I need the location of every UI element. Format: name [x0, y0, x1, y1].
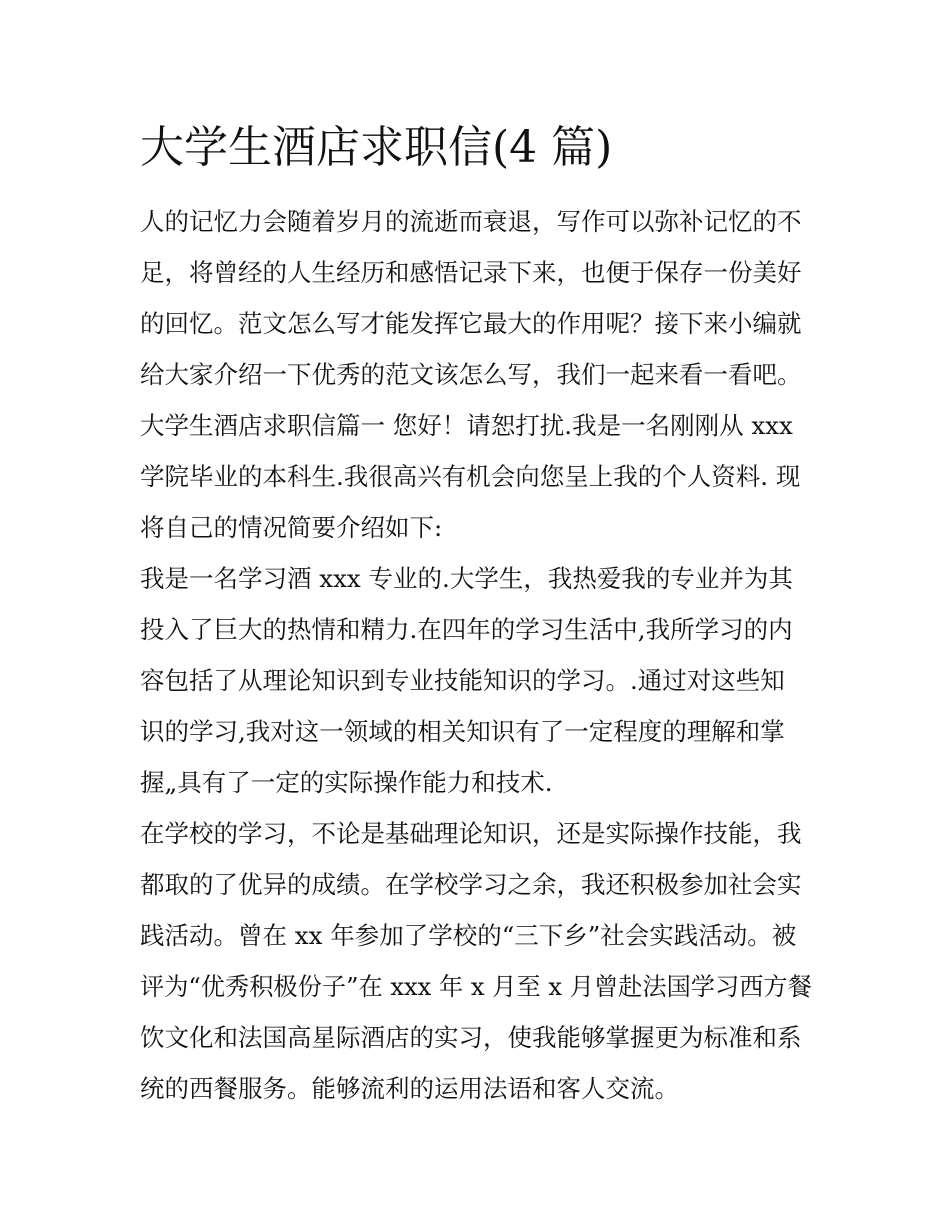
body-line-7: 将自己的情况简要介绍如下:	[140, 513, 443, 542]
body-line-6: 学院毕业的本科生.我很高兴有机会向您呈上我的个人资料. 现	[140, 462, 801, 491]
body-line-16: 评为“优秀积极份子”在 xxx 年 x 月至 x 月曾赴法国学习西方餐	[140, 972, 812, 1001]
body-line-5: 大学生酒店求职信篇一 您好！请恕打扰.我是一名刚刚从 xxx	[140, 411, 793, 440]
body-line-10: 容包括了从理论知识到专业技能知识的学习。.通过对这些知	[140, 666, 785, 695]
body-line-14: 都取的了优异的成绩。在学校学习之余，我还积极参加社会实	[140, 870, 802, 899]
body-line-2: 足，将曾经的人生经历和感悟记录下来，也便于保存一份美好	[140, 258, 802, 287]
body-line-9: 投入了巨大的热情和精力.在四年的学习生活中,我所学习的内	[140, 615, 793, 644]
body-line-4: 给大家介绍一下优秀的范文该怎么写，我们一起来看一看吧。	[140, 360, 802, 389]
body-line-12: 握„具有了一定的实际操作能力和技术.	[140, 768, 553, 797]
document-title: 大学生酒店求职信(4 篇)	[140, 122, 613, 173]
body-line-18: 统的西餐服务。能够流利的运用法语和客人交流。	[140, 1074, 679, 1103]
body-line-17: 饮文化和法国高星际酒店的实习，使我能够掌握更为标准和系	[140, 1023, 802, 1052]
body-line-3: 的回忆。范文怎么写才能发挥它最大的作用呢？接下来小编就	[140, 309, 802, 338]
body-line-8: 我是一名学习酒 xxx 专业的.大学生，我热爱我的专业并为其	[140, 564, 793, 593]
body-line-15: 践活动。曾在 xx 年参加了学校的“三下乡”社会实践活动。被	[140, 921, 797, 950]
body-line-1: 人的记忆力会随着岁月的流逝而衰退，写作可以弥补记忆的不	[140, 207, 802, 236]
body-line-13: 在学校的学习，不论是基础理论知识，还是实际操作技能，我	[140, 819, 802, 848]
body-line-11: 识的学习,我对这一领域的相关知识有了一定程度的理解和掌	[140, 717, 785, 746]
